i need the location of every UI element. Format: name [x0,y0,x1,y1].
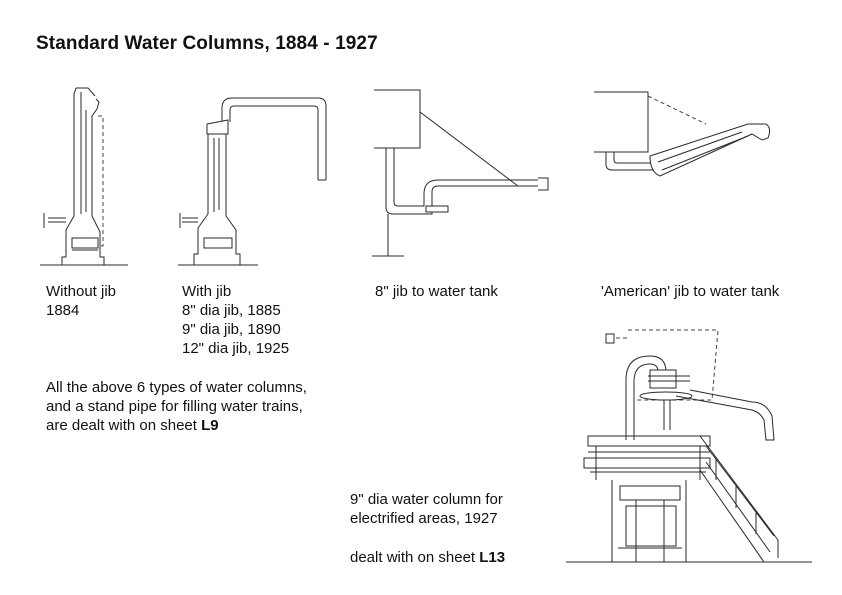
american-jib-drawing [594,92,770,176]
column-without-jib-drawing [40,88,128,265]
sheet-ref-l13: L13 [479,549,506,566]
caption-line: 12" dia jib, 1925 [182,340,290,357]
caption-electrified-column [350,490,503,528]
page-title: Standard Water Columns, 1884 - 1927 [36,33,378,54]
note-sheet-l9 [46,378,307,435]
electrified-column-drawing [566,330,812,562]
tank-jib-drawing [372,90,548,256]
note-text: are dealt with on sheet [46,417,202,434]
caption-line: electrified areas, 1927 [350,510,498,527]
caption-tank-jib [375,282,498,301]
caption-line: 1884 [46,302,80,319]
caption-american-jib [601,282,779,301]
caption-line: 9" dia jib, 1890 [182,321,281,338]
caption-without-jib [46,282,116,320]
column-with-jib-drawing [178,98,326,265]
note-line-with-ref [46,416,307,435]
note-sheet-l13 [350,548,505,567]
note-line: and a stand pipe for filling water trains, [46,398,303,415]
note-text: dealt with on sheet [350,549,480,566]
note-line: All the above 6 types of water columns, [46,379,307,396]
sheet-ref-l9: L9 [201,417,219,434]
caption-line: With jib [182,283,232,300]
caption-line: 9" dia water column for [350,491,503,508]
caption-line: 8" dia jib, 1885 [182,302,281,319]
caption-line: Without jib [46,283,117,300]
caption-with-jib [182,282,289,358]
caption-line: 'American' jib to water tank [601,283,780,300]
caption-line: 8" jib to water tank [375,283,498,300]
